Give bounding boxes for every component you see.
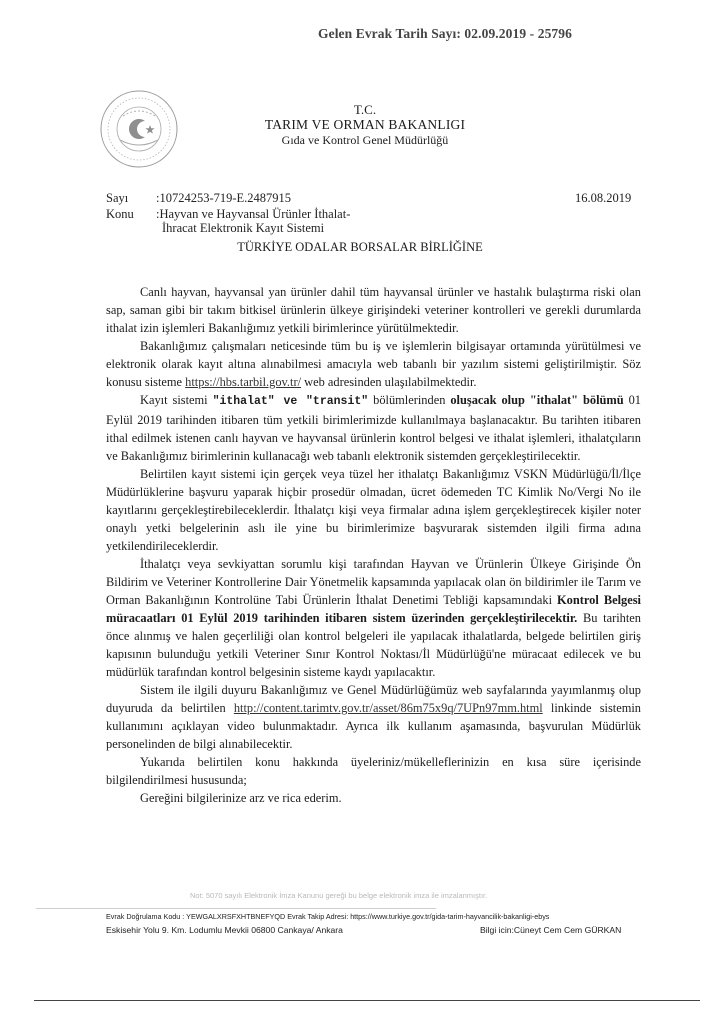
paragraph-3: Kayıt sistemi "ithalat" ve "transit" bölümlerinden oluşacak olup "ithalat" bölümü 01 Eylül 2019 tarihinden itibaren tüm yetkili birimlerimizde kullanılmaya başlanacaktır. Bu tarihten itibaren ithal edilmek istenen canlı hayvan ve hayvansal ürünlerin kontrol belgesi ve ithalat işlemleri, ithalatçıların ve Bakanlığımız birimlerinin kullanacağı web tabanlı elektronik sistemden gerçekleştirilecektir.: [106, 393, 641, 463]
incoming-document-stamp: Gelen Evrak Tarih Sayı: 02.09.2019 - 25796: [318, 26, 572, 41]
paragraph-7: Yukarıda belirtilen konu hakkında üyeleriniz/mükelleflerinizin en kısa süre içerisinde bilgilendirilmesi hususunda;: [106, 755, 641, 787]
konu-line-2: İhracat Elektronik Kayıt Sistemi: [162, 221, 325, 235]
contact-info: Bilgi icin:Cüneyt Cem Cem GÜRKAN: [480, 925, 622, 935]
video-link[interactable]: http://content.tarimtv.gov.tr/asset/86m75x9q/7UPn97mm.html: [233, 701, 543, 715]
recipient: TÜRKİYE ODALAR BORSALAR BİRLİĞİNE: [237, 240, 483, 254]
header-directorate: Gıda ve Kontrol Genel Müdürlüğü: [281, 133, 449, 147]
paragraph-6: Sistem ile ilgili duyuru Bakanlığımız ve Genel Müdürlüğümüz web sayfalarında yayımlanmış olup duyuruda da belirtilen http://content.tarimtv.gov.tr/asset/86m75x9q/7UPn97mm.html linkinde sistemin kullanımını açıklayan video bulunmaktadır. Ayrıca ilk kullanım aşamasında, başvurulan Müdürlük personelinden de bilgi alınabilecektir.: [106, 683, 641, 751]
letter-body: [106, 283, 641, 807]
sayi-value: :10724253-719-E.2487915: [156, 191, 292, 205]
paragraph-5: İthalatçı veya sevkiyattan sorumlu kişi tarafından Hayvan ve Ürünlerin Ülkeye Girişinde Ön Bildirim ve Veteriner Kontrollerine Dair Yönetmelik kapsamında yapılacak olan ön bildirimler ile Tarım ve Orman Bakanlığının Kontrolüne Tabi Ürünlerin İthalat Denetimi Tebliği kapsamındaki Kontrol Belgesi müracaatları 01 Eylül 2019 tarihinden itibaren sistem üzerinden gerçekleştirilecektir. Bu tarihten önce alınmış ve halen geçerliliği olan kontrol belgeleri ile yapılacak ithalatlarda, belgede belirtilen giriş kapısının bulunduğu yetkili Veteriner Sınır Kontrol Noktası/İl Müdürlüğü'ne müracaat edilecek ve bu müdürlük tarafından kontrol belgesinin sisteme kaydı yapılacaktır.: [106, 557, 641, 679]
bottom-rule: [34, 1000, 700, 1001]
sayi-label: Sayı: [106, 191, 129, 205]
ministry-seal-icon: [98, 88, 180, 170]
verification-code: Evrak Doğrulama Kodu : YEWGALXRSFXHTBNEFYQD Evrak Takip Adresi: https://www.turkiye.gov.tr/gida-tarim-hayvancilik-bakanligi-ebys: [106, 912, 550, 921]
paragraph-4: Belirtilen kayıt sistemi için gerçek veya tüzel her ithalatçı Bakanlığımız VSKN Müdürlüğü/İl/İlçe Müdürlüklerine başvuru yaparak hiçbir prosedür olmadan, ücret ödemeden TC Kimlik No/Vergi No ile kayıtlarını gerçekleştirebileceklerdir. İthalatçı kişi veya firmalar adına işlem gerçekleştirecek kişiler noter onaylı yetki belgelerinin aslı ile yine bu birimlerimize başvurarak sistemden ilgili firma adına yetkilendirileceklerdir.: [106, 467, 641, 553]
document-date: 16.08.2019: [575, 191, 632, 205]
paragraph-1: Canlı hayvan, hayvansal yan ürünler dahil tüm hayvansal ürünler ve hastalık bulaştırma riski olan sap, saman gibi bir takım bitkisel ürünlerin ülkeye girişindeki veteriner kontrolleri ve gerekli durumlarda ithalat izin işlemleri Bakanlığımız yetkili birimlerince yürütülmektedir.: [106, 285, 641, 335]
paragraph-8: Gereğini bilgilerinize arz ve rica ederim.: [140, 791, 342, 805]
footer-divider: [36, 908, 436, 909]
konu-label: Konu: [106, 207, 134, 221]
e-signature-note: Not: 5070 sayılı Elektronik İmza Kanunu gereği bu belge elektronik imza ile imzalanmıştır.: [190, 891, 488, 900]
address: Eskisehir Yolu 9. Km. Lodumlu Mevkii 06800 Cankaya/ Ankara: [106, 925, 343, 935]
paragraph-2: Bakanlığımız çalışmaları neticesinde tüm bu iş ve işlemlerin bilgisayar ortamında yürütülmesi ve elektronik olarak kayıt altına alınabilmesi amacıyla web tabanlı bir yazılım sistemi geliştirilmiştir. Söz konusu sisteme https://hbs.tarbil.gov.tr/ web adresinden ulaşılabilmektedir.: [106, 339, 641, 389]
header-ministry: TARIM VE ORMAN BAKANLIGI: [264, 117, 466, 132]
hbs-system-link[interactable]: https://hbs.tarbil.gov.tr/: [185, 375, 302, 389]
header-tc: T.C.: [353, 102, 377, 117]
konu-line-1: :Hayvan ve Hayvansal Ürünler İthalat-: [156, 207, 351, 221]
